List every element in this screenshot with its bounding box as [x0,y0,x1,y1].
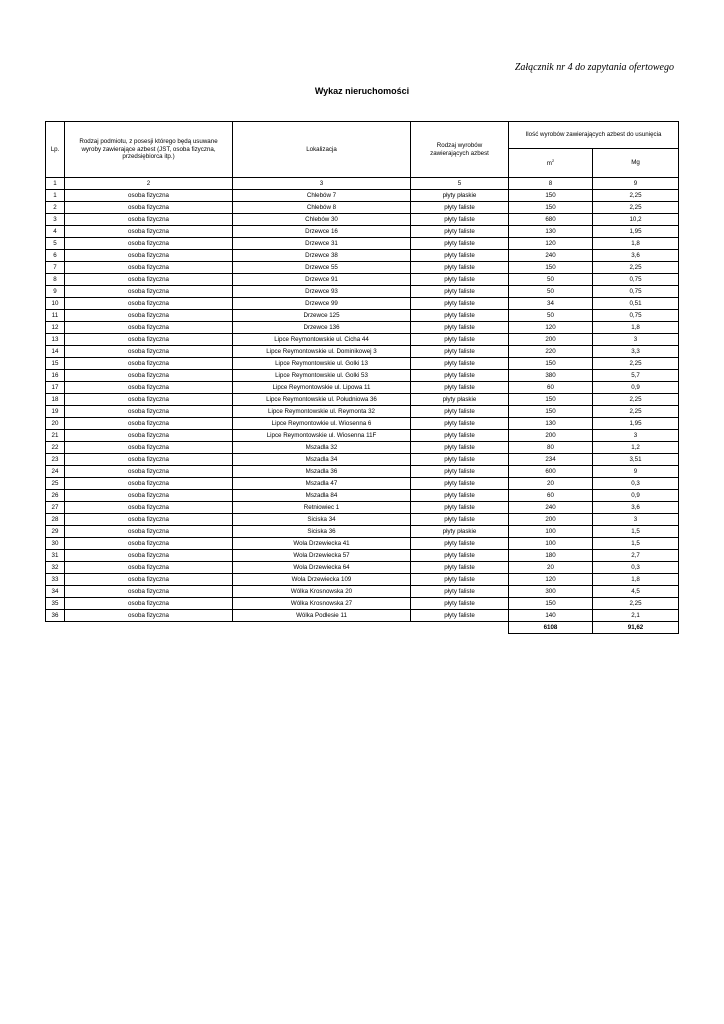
table-row [46,430,679,442]
table-row [46,466,679,478]
cell-lp: 35 [46,598,65,610]
table-row [46,418,679,430]
cell-m2: 34 [509,298,593,310]
cell-location: Lipce Reymontowskie ul. Reymonta 32 [233,406,411,418]
cell-m2: 120 [509,238,593,250]
cell-mg: 3 [593,430,679,442]
cell-product: płyty faliste [411,562,509,574]
cell-mg: 0,9 [593,382,679,394]
cell-lp: 28 [46,514,65,526]
cell-product: płyty faliste [411,298,509,310]
cell-product: płyty faliste [411,310,509,322]
cell-lp: 7 [46,262,65,274]
cell-product: płyty faliste [411,202,509,214]
column-number: 9 [593,178,679,190]
cell-m2: 234 [509,454,593,466]
cell-product: płyty faliste [411,370,509,382]
cell-m2: 50 [509,274,593,286]
cell-lp: 15 [46,358,65,370]
table-row [46,574,679,586]
cell-m2: 150 [509,190,593,202]
cell-location: Siciska 34 [233,514,411,526]
cell-m2: 150 [509,406,593,418]
cell-owner: osoba fizyczna [65,502,233,514]
cell-lp: 33 [46,574,65,586]
cell-location: Mszadla 32 [233,442,411,454]
cell-product: płyty faliste [411,454,509,466]
cell-mg: 1,5 [593,538,679,550]
cell-m2: 150 [509,262,593,274]
cell-mg: 0,3 [593,478,679,490]
cell-m2: 140 [509,610,593,622]
table-row [46,334,679,346]
header-mg: Mg [593,149,679,178]
table-row [46,358,679,370]
cell-location: Lipce Reymontowskie ul. Dominikowej 3 [233,346,411,358]
header-lp: Lp. [46,122,65,178]
cell-owner: osoba fizyczna [65,202,233,214]
cell-location: Wola Drzewiecka 64 [233,562,411,574]
cell-product: płyty faliste [411,550,509,562]
totals-spacer [233,622,411,634]
cell-owner: osoba fizyczna [65,562,233,574]
cell-owner: osoba fizyczna [65,274,233,286]
cell-product: płyty płaskie [411,190,509,202]
cell-owner: osoba fizyczna [65,358,233,370]
cell-location: Drzewce 16 [233,226,411,238]
cell-mg: 1,5 [593,526,679,538]
cell-lp: 22 [46,442,65,454]
column-number: 2 [65,178,233,190]
table-row [46,610,679,622]
cell-lp: 2 [46,202,65,214]
cell-product: płyty faliste [411,430,509,442]
cell-m2: 680 [509,214,593,226]
cell-owner: osoba fizyczna [65,250,233,262]
cell-location: Lipce Reymontowkie ul. Wiosenna 6 [233,418,411,430]
cell-product: płyty faliste [411,442,509,454]
cell-mg: 1,95 [593,418,679,430]
header-m2 [509,149,593,178]
table-row [46,502,679,514]
cell-m2: 50 [509,286,593,298]
cell-owner: osoba fizyczna [65,262,233,274]
cell-mg: 3,6 [593,502,679,514]
cell-owner: osoba fizyczna [65,514,233,526]
table-row [46,310,679,322]
cell-lp: 13 [46,334,65,346]
cell-mg: 0,51 [593,298,679,310]
cell-owner: osoba fizyczna [65,490,233,502]
cell-lp: 6 [46,250,65,262]
property-table [45,121,679,634]
cell-m2: 600 [509,466,593,478]
cell-mg: 9 [593,466,679,478]
cell-m2: 380 [509,370,593,382]
cell-mg: 3,6 [593,250,679,262]
cell-location: Drzewce 31 [233,238,411,250]
cell-m2: 120 [509,322,593,334]
cell-m2: 100 [509,538,593,550]
cell-owner: osoba fizyczna [65,442,233,454]
cell-mg: 10,2 [593,214,679,226]
cell-owner: osoba fizyczna [65,190,233,202]
cell-lp: 23 [46,454,65,466]
cell-location: Mszadla 34 [233,454,411,466]
cell-lp: 17 [46,382,65,394]
cell-location: Mszadla 36 [233,466,411,478]
cell-mg: 1,2 [593,442,679,454]
cell-product: płyty faliste [411,358,509,370]
table-row [46,490,679,502]
cell-location: Drzewce 125 [233,310,411,322]
table-row [46,454,679,466]
cell-owner: osoba fizyczna [65,394,233,406]
cell-location: Chlebów 7 [233,190,411,202]
cell-location: Mszadla 47 [233,478,411,490]
cell-owner: osoba fizyczna [65,238,233,250]
cell-product: płyty faliste [411,502,509,514]
cell-product: płyty faliste [411,514,509,526]
cell-owner: osoba fizyczna [65,334,233,346]
table-row [46,250,679,262]
cell-m2: 240 [509,250,593,262]
cell-lp: 36 [46,610,65,622]
cell-mg: 2,25 [593,358,679,370]
cell-m2: 200 [509,334,593,346]
cell-mg: 2,25 [593,262,679,274]
cell-location: Retniowiec 1 [233,502,411,514]
header-m2-label: m [546,160,552,168]
cell-location: Lipce Reymontowskie ul. Golki 53 [233,370,411,382]
cell-product: płyty faliste [411,418,509,430]
cell-location: Lipce Reymontowskie ul. Wiosenna 11F [233,430,411,442]
cell-product: płyty faliste [411,262,509,274]
table-row [46,406,679,418]
cell-mg: 2,25 [593,190,679,202]
cell-m2: 180 [509,550,593,562]
cell-m2: 120 [509,574,593,586]
table-row [46,226,679,238]
table-row [46,298,679,310]
cell-product: płyty faliste [411,322,509,334]
cell-product: płyty faliste [411,466,509,478]
cell-owner: osoba fizyczna [65,286,233,298]
cell-location: Lipce Reymontowskie ul. Cicha 44 [233,334,411,346]
cell-lp: 3 [46,214,65,226]
table-row [46,538,679,550]
table-row [46,394,679,406]
cell-mg: 0,9 [593,490,679,502]
cell-mg: 1,95 [593,226,679,238]
cell-owner: osoba fizyczna [65,550,233,562]
cell-m2: 20 [509,478,593,490]
cell-m2: 200 [509,430,593,442]
cell-owner: osoba fizyczna [65,346,233,358]
cell-mg: 3 [593,514,679,526]
cell-location: Drzewce 93 [233,286,411,298]
cell-lp: 12 [46,322,65,334]
cell-product: płyty faliste [411,490,509,502]
cell-m2: 130 [509,418,593,430]
cell-mg: 2,1 [593,610,679,622]
cell-m2: 240 [509,502,593,514]
table-row [46,370,679,382]
cell-mg: 0,75 [593,310,679,322]
column-number: 8 [509,178,593,190]
table-row [46,442,679,454]
cell-product: płyty faliste [411,610,509,622]
header-m2-sup: 2 [551,158,555,164]
column-number: 3 [233,178,411,190]
cell-product: płyty faliste [411,226,509,238]
attachment-note: Załącznik nr 4 do zapytania ofertowego [514,62,674,73]
totals-spacer [46,622,65,634]
cell-location: Lipce Reymontowskie ul. Lipowa 11 [233,382,411,394]
cell-owner: osoba fizyczna [65,466,233,478]
cell-location: Mszadla 84 [233,490,411,502]
cell-owner: osoba fizyczna [65,298,233,310]
cell-owner: osoba fizyczna [65,430,233,442]
cell-lp: 27 [46,502,65,514]
cell-product: płyty faliste [411,214,509,226]
cell-location: Chlebów 30 [233,214,411,226]
column-number: 1 [46,178,65,190]
cell-m2: 150 [509,598,593,610]
table-row [46,382,679,394]
cell-lp: 10 [46,298,65,310]
cell-owner: osoba fizyczna [65,610,233,622]
header-owner: Rodzaj podmiotu, z posesji którego będą usuwane wyroby zawierające azbest (JST, osoba fizyczna, przedsiębiorca itp.) [65,122,233,178]
cell-product: płyty płaskie [411,526,509,538]
cell-product: płyty faliste [411,406,509,418]
table-row [46,202,679,214]
cell-lp: 21 [46,430,65,442]
cell-location: Drzewce 136 [233,322,411,334]
cell-location: Drzewce 55 [233,262,411,274]
cell-mg: 0,3 [593,562,679,574]
cell-mg: 2,7 [593,550,679,562]
cell-lp: 26 [46,490,65,502]
cell-location: Wola Drzewiecka 109 [233,574,411,586]
table-row [46,550,679,562]
cell-location: Chlebów 8 [233,202,411,214]
cell-owner: osoba fizyczna [65,598,233,610]
cell-owner: osoba fizyczna [65,382,233,394]
cell-m2: 300 [509,586,593,598]
cell-lp: 16 [46,370,65,382]
cell-mg: 2,25 [593,394,679,406]
cell-mg: 5,7 [593,370,679,382]
cell-mg: 1,8 [593,238,679,250]
cell-lp: 30 [46,538,65,550]
table-row [46,262,679,274]
cell-location: Wólka Krosnowska 27 [233,598,411,610]
cell-owner: osoba fizyczna [65,418,233,430]
header-quantity: Ilość wyrobów zawierających azbest do usunięcia [509,122,679,149]
cell-m2: 150 [509,202,593,214]
cell-m2: 130 [509,226,593,238]
cell-product: płyty faliste [411,274,509,286]
cell-owner: osoba fizyczna [65,310,233,322]
cell-mg: 0,75 [593,274,679,286]
cell-m2: 60 [509,382,593,394]
cell-lp: 14 [46,346,65,358]
total-m2: 6108 [509,622,593,634]
cell-product: płyty faliste [411,574,509,586]
table-row [46,274,679,286]
cell-mg: 4,5 [593,586,679,598]
cell-product: płyty płaskie [411,394,509,406]
cell-m2: 150 [509,394,593,406]
cell-location: Wola Drzewiecka 41 [233,538,411,550]
cell-mg: 2,25 [593,202,679,214]
table-row [46,586,679,598]
cell-m2: 100 [509,526,593,538]
table-row [46,562,679,574]
cell-m2: 50 [509,310,593,322]
cell-location: Lipce Reymontowskie ul. Południowa 36 [233,394,411,406]
cell-product: płyty faliste [411,586,509,598]
cell-mg: 3,3 [593,346,679,358]
column-number: 5 [411,178,509,190]
cell-lp: 32 [46,562,65,574]
cell-lp: 25 [46,478,65,490]
table-row [46,322,679,334]
table-row [46,238,679,250]
table-row [46,478,679,490]
cell-lp: 5 [46,238,65,250]
table-row [46,514,679,526]
cell-mg: 3 [593,334,679,346]
cell-product: płyty faliste [411,598,509,610]
cell-mg: 1,8 [593,322,679,334]
cell-lp: 20 [46,418,65,430]
cell-lp: 29 [46,526,65,538]
cell-owner: osoba fizyczna [65,226,233,238]
table-row [46,286,679,298]
cell-m2: 220 [509,346,593,358]
totals-spacer [65,622,233,634]
cell-lp: 31 [46,550,65,562]
cell-location: Drzewce 91 [233,274,411,286]
cell-location: Wólka Krosnowska 20 [233,586,411,598]
cell-product: płyty faliste [411,250,509,262]
table-body [46,190,679,622]
cell-owner: osoba fizyczna [65,574,233,586]
cell-owner: osoba fizyczna [65,586,233,598]
cell-owner: osoba fizyczna [65,370,233,382]
table-row [46,346,679,358]
cell-lp: 4 [46,226,65,238]
cell-lp: 11 [46,310,65,322]
table-row [46,598,679,610]
cell-location: Drzewce 99 [233,298,411,310]
cell-mg: 3,51 [593,454,679,466]
cell-product: płyty faliste [411,346,509,358]
cell-owner: osoba fizyczna [65,454,233,466]
cell-product: płyty faliste [411,334,509,346]
table-row [46,214,679,226]
table-row [46,526,679,538]
cell-location: Drzewce 38 [233,250,411,262]
cell-mg: 2,25 [593,598,679,610]
cell-owner: osoba fizyczna [65,478,233,490]
cell-owner: osoba fizyczna [65,322,233,334]
cell-owner: osoba fizyczna [65,538,233,550]
cell-product: płyty faliste [411,382,509,394]
cell-lp: 34 [46,586,65,598]
cell-product: płyty faliste [411,286,509,298]
total-mg: 91,62 [593,622,679,634]
cell-m2: 20 [509,562,593,574]
cell-lp: 18 [46,394,65,406]
cell-product: płyty faliste [411,478,509,490]
cell-mg: 0,75 [593,286,679,298]
cell-location: Wólka Podlesie 11 [233,610,411,622]
cell-m2: 150 [509,358,593,370]
header-location: Lokalizacja [233,122,411,178]
cell-product: płyty faliste [411,238,509,250]
cell-mg: 2,25 [593,406,679,418]
cell-lp: 9 [46,286,65,298]
cell-lp: 19 [46,406,65,418]
cell-lp: 1 [46,190,65,202]
cell-m2: 200 [509,514,593,526]
cell-location: Siciska 36 [233,526,411,538]
page-title: Wykaz nieruchomości [314,86,410,96]
totals-spacer [411,622,509,634]
cell-m2: 80 [509,442,593,454]
cell-lp: 24 [46,466,65,478]
table-row [46,190,679,202]
cell-owner: osoba fizyczna [65,406,233,418]
cell-lp: 8 [46,274,65,286]
cell-product: płyty faliste [411,538,509,550]
cell-owner: osoba fizyczna [65,526,233,538]
cell-owner: osoba fizyczna [65,214,233,226]
cell-location: Lipce Reymontowskie ul. Golki 13 [233,358,411,370]
header-product: Rodzaj wyrobów zawierających azbest [411,122,509,178]
cell-m2: 60 [509,490,593,502]
cell-location: Wola Drzewiecka 57 [233,550,411,562]
cell-mg: 1,8 [593,574,679,586]
